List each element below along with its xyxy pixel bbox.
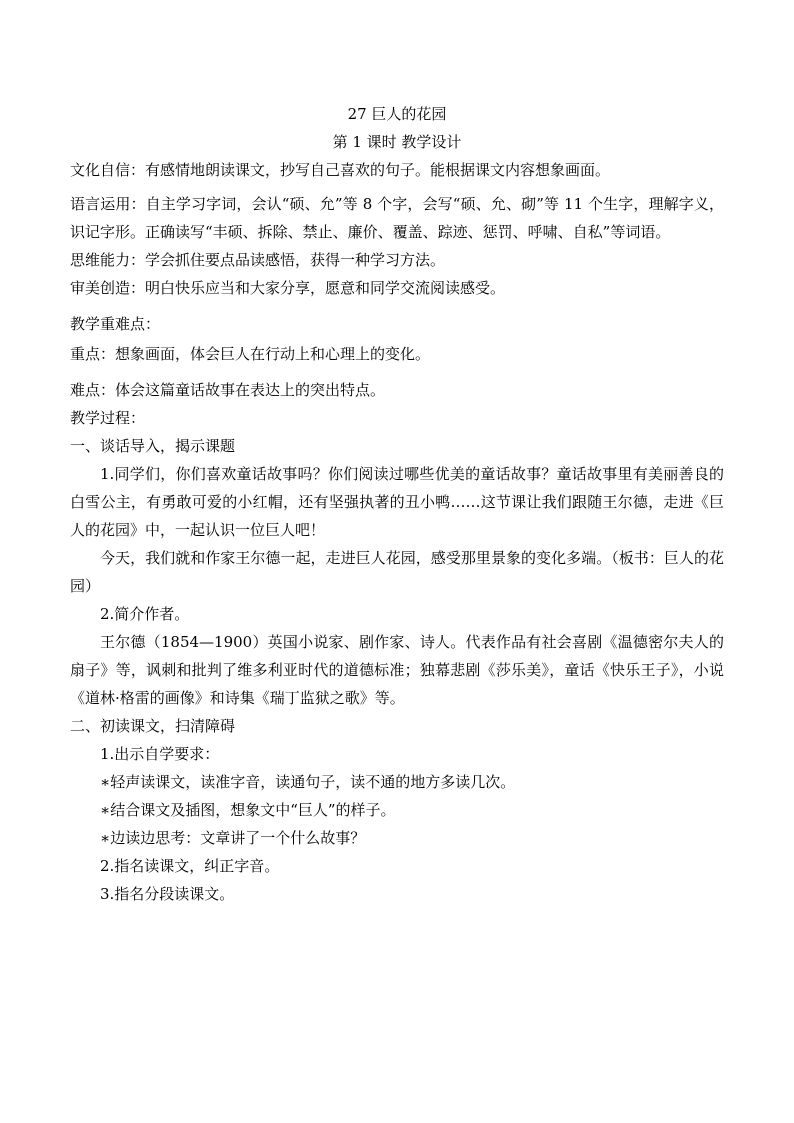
section-2-paragraph-3: 3.指名分段读课文。: [100, 885, 235, 903]
section-1-paragraph-3: 2.简介作者。: [100, 605, 190, 623]
key-point: 重点：想象画面，体会巨人在行动上和心理上的变化。: [70, 345, 431, 363]
key-points-heading: 教学重难点：: [70, 315, 161, 333]
section-1-paragraph-1: 1.同学们，你们喜欢童话故事吗？你们阅读过哪些优美的童话故事？童话故事里有美丽善良的白雪公主，有勇敢可爱的小红帽，还有坚强执著的丑小鸭……这节课让我们跟随王尔德，走进《巨人的花园》中，一起认识一位巨人吧！: [70, 465, 724, 539]
objective-culture: 文化自信：有感情地朗读课文，抄写自己喜欢的句子。能根据课文内容想象画面。: [70, 161, 611, 179]
lesson-title: 27 巨人的花园: [347, 105, 447, 123]
section-2-paragraph-1: 1.出示自学要求：: [100, 745, 220, 763]
section-2-bullet-3: ∗边读边思考：文章讲了一个什么故事？: [100, 829, 366, 847]
objective-thinking: 思维能力：学会抓住要点品读感悟，获得一种学习方法。: [70, 251, 446, 269]
difficult-point: 难点：体会这篇童话故事在表达上的突出特点。: [70, 381, 386, 399]
objective-language: 语言运用：自主学习字词，会认“硕、允”等 8 个字，会写“硕、允、砌”等 11 个生字，理解字义，识记字形。正确读写“丰硕、拆除、禁止、廉价、覆盖、踪迹、惩罚、呼啸、自私”等词语。: [70, 195, 724, 241]
section-2-bullet-1: ∗轻声读课文，读准字音，读通句子，读不通的地方多读几次。: [100, 773, 516, 791]
section-2-bullet-2: ∗结合课文及插图，想象文中“巨人”的样子。: [100, 801, 396, 819]
section-1-paragraph-2: 今天，我们就和作家王尔德一起，走进巨人花园，感受那里景象的变化多端。（板书：巨人的花园）: [70, 549, 724, 595]
section-1-heading: 一、谈话导入，揭示课题: [70, 437, 236, 455]
lesson-subtitle: 第 1 课时 教学设计: [332, 133, 462, 151]
document-content: [70, 100, 724, 908]
section-2-heading: 二、初读课文，扫清障碍: [70, 717, 236, 735]
process-heading: 教学过程：: [70, 409, 146, 427]
section-2-paragraph-2: 2.指名读课文，纠正字音。: [100, 857, 280, 875]
objective-aesthetic: 审美创造：明白快乐应当和大家分享，愿意和同学交流阅读感受。: [70, 279, 506, 297]
section-1-paragraph-4: 王尔德（1854—1900）英国小说家、剧作家、诗人。代表作品有社会喜剧《温德密尔夫人的扇子》等，讽刺和批判了维多利亚时代的道德标准；独幕悲剧《莎乐美》，童话《快乐王子》，小说《道林·格雷的画像》和诗集《瑞丁监狱之歌》等。: [70, 633, 724, 707]
